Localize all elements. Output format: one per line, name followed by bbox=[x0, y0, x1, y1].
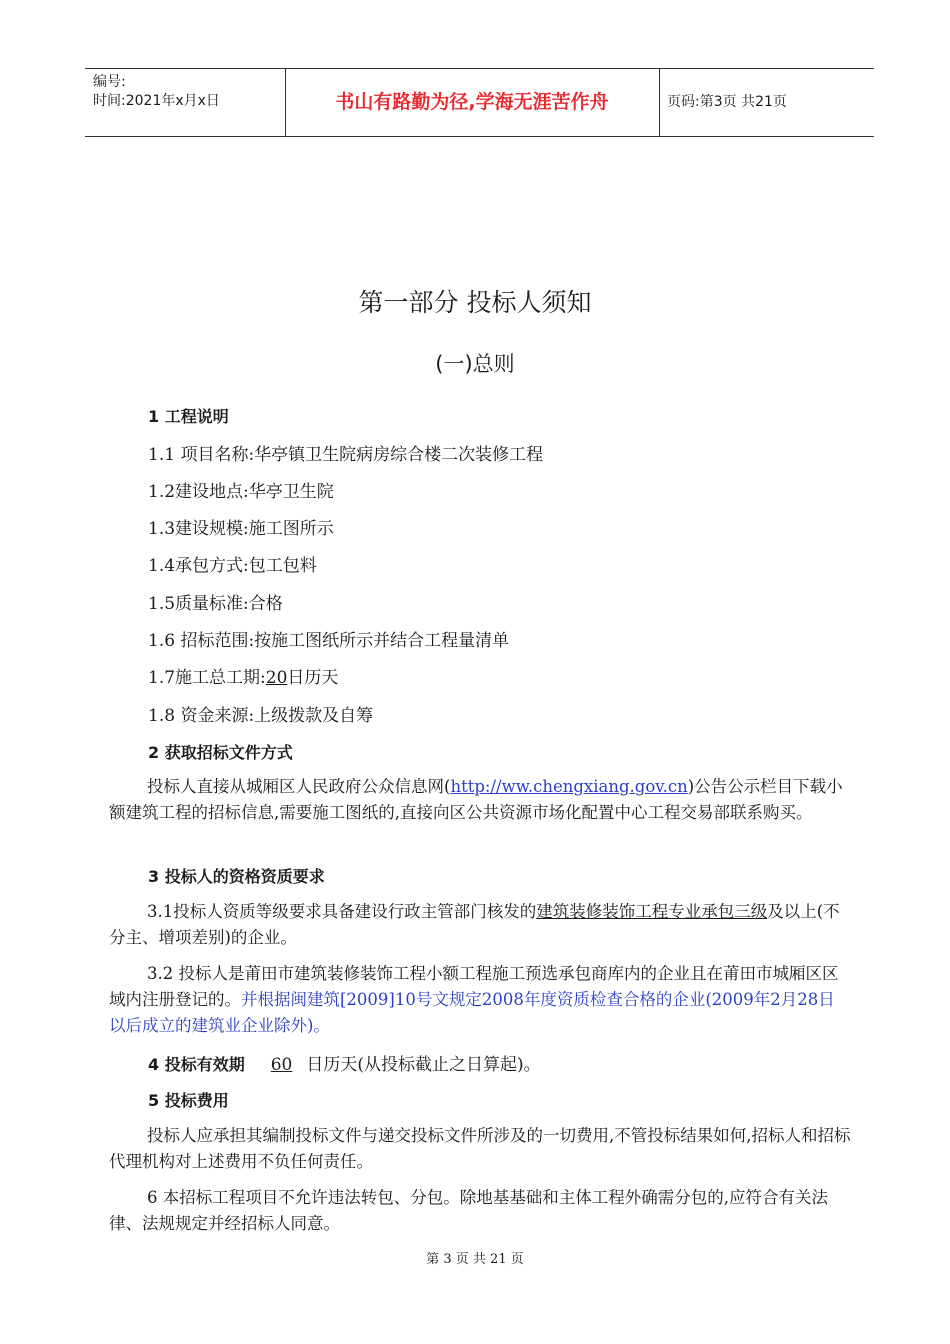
page-footer: 第 3 页 共 21 页 bbox=[426, 1252, 524, 1267]
s2-text: )公告公示栏目下载小额建筑工程的招标信息,需要施工图纸的,直接向区公共资源市场化配置中心工程交易部联系购买。 bbox=[109, 777, 843, 822]
part-title: 第一部分 投标人须知 bbox=[358, 288, 592, 317]
s1-item: 1.4承包方式:包工包料 bbox=[148, 556, 317, 576]
s1-item: 1.1 项目名称:华亭镇卫生院病房综合楼二次装修工程 bbox=[148, 445, 544, 465]
s3-1-requirement: 建筑装修装饰工程专业承包三级 bbox=[536, 902, 768, 921]
s1-item: 1.2建设地点:华亭卫生院 bbox=[148, 482, 334, 502]
s2-text: 投标人直接从城厢区人民政府公众信息网( bbox=[147, 777, 451, 796]
s1-item: 1.5质量标准:合格 bbox=[148, 594, 283, 614]
s4-line bbox=[148, 1050, 541, 1075]
s6-paragraph bbox=[109, 1185, 851, 1237]
divider bbox=[659, 69, 660, 136]
motto: 书山有路勤为径,学海无涯苦作舟 bbox=[335, 91, 609, 113]
s1-heading: 1 工程说明 bbox=[148, 407, 229, 426]
duration-prefix: 1.7施工总工期: bbox=[148, 668, 266, 688]
s1-item-duration bbox=[148, 663, 338, 688]
s3-2-note: 并根据闽建筑[2009]10号文规定2008年度资质检查合格的企业(2009年2月28日以后成立的建筑业企业除外)。 bbox=[109, 990, 835, 1035]
s5-paragraph bbox=[109, 1123, 851, 1175]
s5-text: 投标人应承担其编制投标文件与递交投标文件所涉及的一切费用,不管投标结果如何,招标人和招标代理机构对上述费用不负任何责任。 bbox=[109, 1126, 851, 1171]
number-label: 编号: bbox=[93, 74, 126, 90]
page-header bbox=[85, 68, 874, 137]
s3-1-paragraph bbox=[109, 899, 851, 951]
s1-item: 1.3建设规模:施工图所示 bbox=[148, 519, 334, 539]
s2-heading: 2 获取招标文件方式 bbox=[148, 743, 293, 762]
s5-heading: 5 投标费用 bbox=[148, 1091, 229, 1110]
s2-paragraph bbox=[109, 774, 851, 826]
s4-prefix: 4 投标有效期 bbox=[148, 1055, 245, 1074]
s4-suffix: 日历天(从投标截止之日算起)。 bbox=[306, 1055, 541, 1075]
time-label: 时间:2021年x月x日 bbox=[93, 93, 220, 109]
s4-value: 60 bbox=[270, 1055, 293, 1075]
s1-item: 1.8 资金来源:上级拨款及自筹 bbox=[148, 706, 374, 726]
s3-1-text: 3.1投标人资质等级要求具备建设行政主管部门核发的 bbox=[147, 902, 537, 921]
header-meta bbox=[93, 73, 288, 111]
s6-text: 6 本招标工程项目不允许违法转包、分包。除地基基础和主体工程外确需分包的,应符合有关法律、法规规定并经招标人同意。 bbox=[109, 1188, 828, 1233]
s1-item: 1.6 招标范围:按施工图纸所示并结合工程量清单 bbox=[148, 631, 510, 651]
s3-2-text: 3.2 投标人是莆田市建筑装修装饰工程小额工程施工预选承包商库内的企业且在莆田市城厢区区域内注册登记的。 bbox=[109, 964, 839, 1009]
s3-1-text: 及以上(不分主、增项差别)的企业。 bbox=[109, 902, 840, 947]
page-info: 页码:第3页 共21页 bbox=[667, 94, 787, 110]
s3-heading: 3 投标人的资格资质要求 bbox=[148, 867, 325, 886]
duration-value: 20 bbox=[265, 668, 288, 688]
gov-link[interactable]: http://ww.chengxiang.gov.cn bbox=[450, 777, 688, 796]
s3-2-paragraph bbox=[109, 961, 851, 1039]
section-title: (一)总则 bbox=[435, 352, 515, 376]
duration-suffix: 日历天 bbox=[287, 668, 339, 688]
